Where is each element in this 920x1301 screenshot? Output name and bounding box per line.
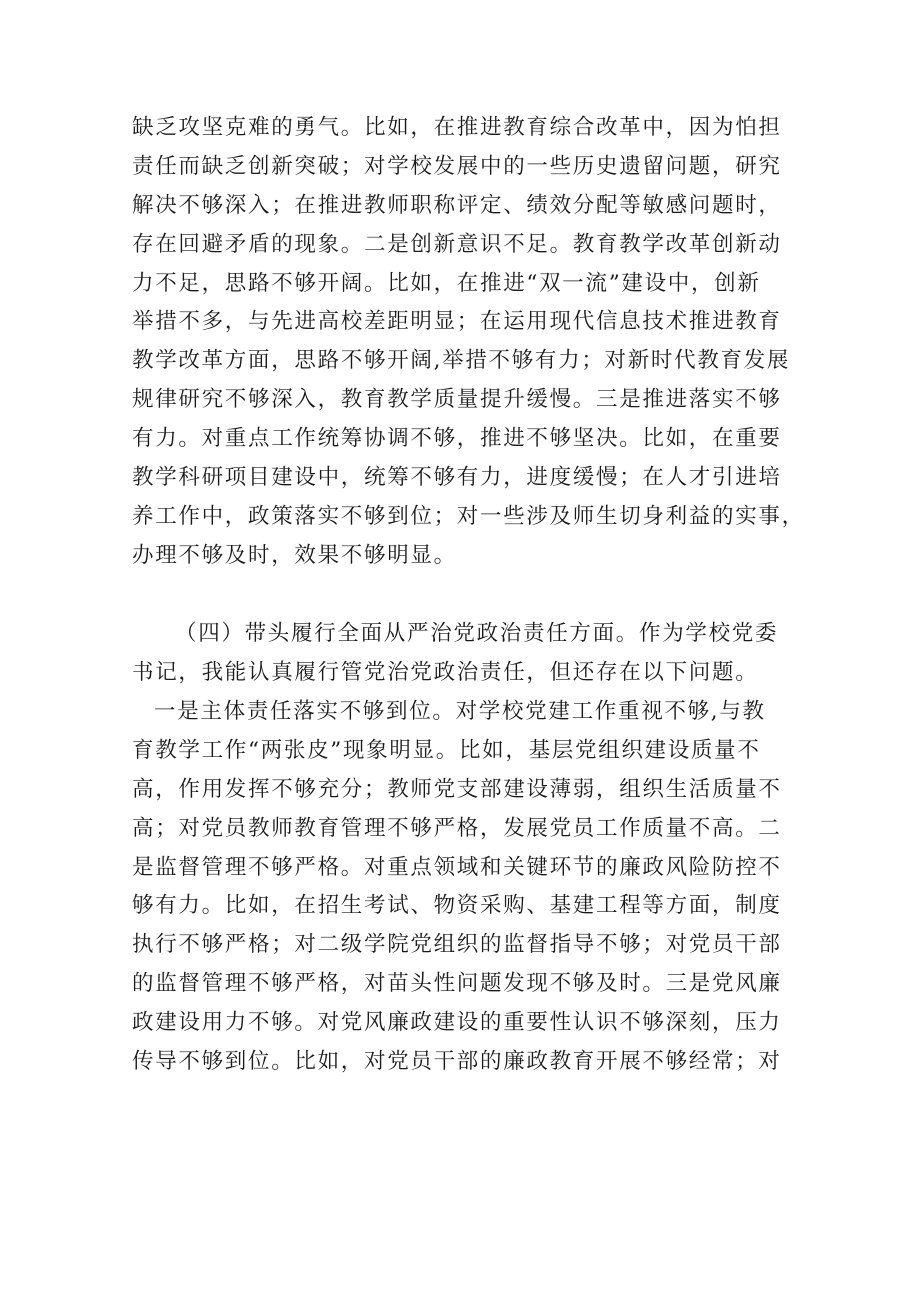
text-line: 执行不够严格；对二级学院党组织的监督指导不够；对党员干部: [132, 932, 782, 958]
text-line: 政建设用力不够。对党风廉政建设的重要性认识不够深刻，压力: [132, 1010, 782, 1036]
text-line: 是监督管理不够严格。对重点领域和关键环节的廉政风险防控不: [132, 854, 782, 880]
text-line: 举措不多，与先进高校差距明显；在运用现代信息技术推进教育: [132, 309, 782, 335]
paragraph-continued: [132, 109, 805, 576]
text-line: 解决不够深入；在推进教师职称评定、绩效分配等敏感问题时，: [132, 192, 782, 218]
text-line: 高，作用发挥不够充分；教师党支部建设薄弱，组织生活质量不: [132, 776, 782, 802]
text-line: 养工作中，政策落实不够到位；对一些涉及师生切身利益的实事，: [132, 503, 805, 529]
text-line: 教学改革方面，思路不够开阔,举措不够有力；对新时代教育发展: [132, 348, 791, 374]
text-line: 缺乏攻坚克难的勇气。比如，在推进教育综合改革中，因为怕担: [132, 115, 782, 140]
text-line: 传导不够到位。比如，对党员干部的廉政教育开展不够经常；对: [132, 1049, 782, 1075]
text-line: 存在回避矛盾的现象。二是创新意识不足。教育教学改革创新动: [132, 231, 782, 257]
paragraph-issues: [132, 693, 802, 1082]
text-line: 书记，我能认真履行管党治党政治责任，但还存在以下问题。: [132, 659, 759, 685]
section-heading-paragraph: [132, 615, 802, 693]
text-line: 的监督管理不够严格，对苗头性问题发现不够及时。三是党风廉: [132, 971, 782, 997]
text-line: 责任而缺乏创新突破；对学校发展中的一些历史遗留问题，研究: [132, 153, 782, 179]
text-line: 高；对党员教师教育管理不够严格，发展党员工作质量不高。二: [132, 815, 782, 841]
text-line: 够有力。比如，在招生考试、物资采购、基建工程等方面，制度: [132, 893, 782, 919]
text-line: 办理不够及时，效果不够明显。: [132, 542, 457, 568]
text-line: 教学科研项目建设中，统筹不够有力，进度缓慢；在人才引进培: [132, 465, 782, 491]
text-line: 育教学工作“两张皮”现象明显。比如，基层党组织建设质量不: [132, 737, 761, 763]
section-heading-line: （四）带头履行全面从严治党政治责任方面。作为学校党委: [175, 621, 779, 646]
text-line: 力不足，思路不够开阔。比如，在推进“双一流”建设中，创新: [132, 270, 761, 296]
text-line: 一是主体责任落实不够到位。对学校党建工作重视不够,与教: [154, 699, 766, 724]
text-line: 规律研究不够深入，教育教学质量提升缓慢。三是推进落实不够: [132, 387, 782, 413]
text-line: 有力。对重点工作统筹协调不够，推进不够坚决。比如，在重要: [132, 426, 782, 452]
